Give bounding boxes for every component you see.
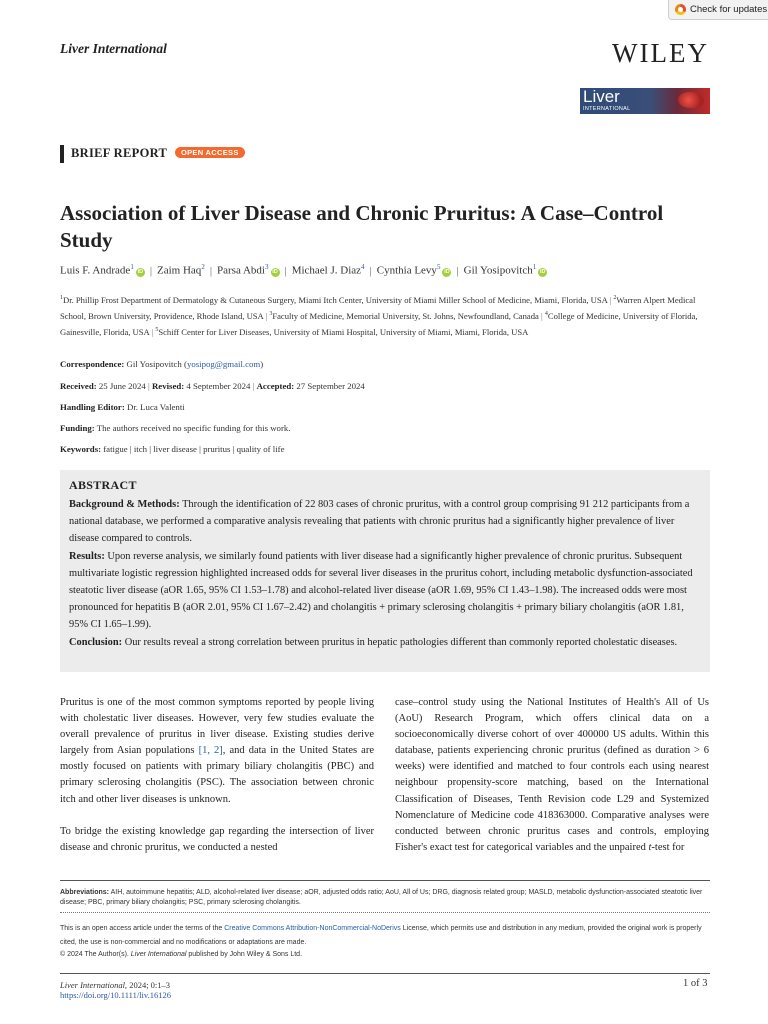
keywords-line [60,444,284,454]
funding-text: The authors received no specific funding for this work. [96,423,291,433]
affiliation-number: 5 [155,326,159,333]
abstract-results [69,548,701,634]
author-affiliation-number: 5 [436,263,441,271]
footer-divider [60,973,710,974]
license-text [60,922,710,949]
copyright-journal: Liver International [130,951,187,958]
abstract-background [69,496,701,548]
dotted-divider [60,912,710,913]
copyright-part: published by John Wiley & Sons Ltd. [186,951,303,958]
affiliation-number: 2 [613,295,617,301]
accepted-label: Accepted: [256,381,295,391]
license-link[interactable]: Creative Commons Attribution-NonCommercial-NoDerivs [224,925,401,932]
orcid-icon[interactable]: iD [444,268,450,275]
affiliation-separator: | [149,326,156,337]
footnote-divider [60,880,710,881]
abstract-heading: ABSTRACT [69,478,137,492]
author-separator: | [456,264,459,277]
body-paragraph [60,695,374,808]
funding-label: Funding: [60,423,95,433]
author-name[interactable]: Parsa Abdi [217,264,265,277]
crossmark-icon [675,4,686,15]
page-number: 1 of 3 [683,978,708,989]
abstract-results-label: Results: [69,550,105,562]
body-column-right [395,695,709,872]
author-separator: | [149,264,153,277]
doi-link[interactable]: https://doi.org/10.1111/liv.16126 [60,990,171,1000]
affiliation-text: College of Medicine, University of Florida, Gainesville, Florida, USA [60,310,698,337]
footer-journal-name: Liver International, [60,980,128,990]
keywords-label: Keywords: [60,444,102,454]
keywords-text: fatigue | itch | liver disease | pruritus | quality of life [103,444,285,454]
author-affiliation-number: 3 [265,263,269,271]
affiliation-separator: | [263,310,270,321]
publisher-logo: WILEY [612,38,709,68]
article-title: Association of Liver Disease and Chronic Pruritus: A Case–Control Study [60,201,664,252]
revised-label: Revised: [151,381,185,391]
affiliation-number: 4 [544,310,548,317]
abstract-body [69,496,701,651]
abstract-results-text: Upon reverse analysis, we similarly found patients with liver disease had a significantly higher prevalence of chronic pruritus. Subsequent multivariate logistic regression highlighted increased odds for several liver diseases in the pruritus cohort, including metabolic dysfunction-associated steatotic liver disease (aOR 1.65, 95% CI 1.53–1.78) and alcohol-related liver disease (aOR 1.69, 95% CI 1.43–1.98). The increased odds were most pronounced for hepatitis B (aOR 2.01, 95% CI 1.67–2.42) and cholangitis + primary sclerosing cholangitis + primary biliary cholangitis (aOR 1.81, 95% CI 1.65–1.99). [69,550,693,631]
funding-line [60,423,290,433]
abstract-conclusion-text: Our results reveal a strong correlation between pruritus in hepatic pathologies different than commonly reported cholestatic diseases. [124,636,678,648]
affiliation-text: Warren Alpert Medical School, Brown University, Providence, Rhode Island, USA [60,294,696,321]
author-name[interactable]: Gil Yosipovitch [463,264,533,277]
affiliation-number: 3 [269,310,273,317]
orcid-icon[interactable]: iD [272,268,278,275]
accepted-date: 27 September 2024 [296,381,365,391]
affiliation-text: Schiff Center for Liver Diseases, University of Miami Hospital, University of Miami, Miami, Florida, USA [158,326,529,337]
author-affiliation-number: 1 [532,263,537,271]
affiliation-separator: | [538,310,545,321]
footer-volume: 2024; 0:1–3 [127,980,171,990]
body-text-italic: t [648,841,652,853]
abstract-background-label: Background & Methods: [69,499,180,510]
correspondence-email-link[interactable]: yosipog@gmail.com [186,359,261,369]
body-text: Pruritus is one of the most common symptoms reported by people living with cholestatic liver diseases. However, very few studies evaluate the overall prevalence of pruritus in liver disease. Existing studies derive largely from Asian populations [60,697,374,757]
correspondence-label: Correspondence: [60,359,125,369]
author-affiliation-number: 1 [130,263,134,271]
revised-date: 4 September 2024 [186,381,251,391]
journal-name: Liver International [60,41,167,56]
body-paragraph [395,695,709,856]
journal-banner[interactable] [580,88,710,114]
check-for-updates-label: Check for updates [690,4,768,15]
license-part: This is an open access article under the terms of the [60,925,225,932]
orcid-icon[interactable]: iD [137,268,144,275]
body-text: -test for [651,841,685,853]
copyright-part: © 2024 The Author(s). [60,951,131,958]
author-separator: | [369,264,372,277]
author-name[interactable]: Luis F. Andrade [60,264,131,277]
author-name[interactable]: Michael J. Diaz [291,264,362,277]
open-access-badge: OPEN ACCESS [175,147,245,158]
abbreviations-text: AIH, autoimmune hepatitis; ALD, alcohol-related liver disease; aOR, adjusted odds ratio; AoU, All of Us; DRG, diagnosis related group; MASLD, metabolic dysfunction-associated steatotic liver disease; PBC, primary biliary cholangitis; PSC, primary sclerosing cholangitis. [60,889,703,906]
abbreviations [60,888,710,908]
affiliation-text: Faculty of Medicine, Memorial University, St. Johns, Newfoundland, Canada [272,310,539,321]
abbreviations-label: Abbreviations: [60,889,110,896]
license-part: License, which permits use and distribution in any medium, provided the original work is properly cited, the use is non-commercial and no modifications or adaptations are made. [60,925,702,946]
affiliation-number: 1 [60,295,63,301]
banner-title: Liver [583,88,620,106]
editor-name: Dr. Luca Valenti [126,402,185,412]
footer-citation [60,980,170,990]
author-separator: | [284,264,287,277]
banner-subtitle: INTERNATIONAL [583,106,631,112]
correspondence-name: Gil Yosipovitch [126,359,182,369]
author-affiliation-number: 4 [361,263,365,271]
editor-label: Handling Editor: [60,402,125,412]
abstract-conclusion-label: Conclusion: [69,636,123,648]
body-column-left [60,695,374,872]
author-name[interactable]: Zaim Haq [157,264,202,277]
author-separator: | [209,264,213,277]
check-for-updates-button[interactable] [668,0,768,20]
report-type-bar [60,145,64,163]
affiliation-separator: | [607,294,614,305]
report-type: BRIEF REPORT [71,146,168,160]
dates-line: Received: 25 June 2024 | Revised: 4 September 2024 | Accepted: 27 September 2024 [60,381,365,391]
body-text: , and data in the United States are mostly focused on patients with primary biliary cholangitis (PBC) and primary sclerosing cholangitis (PSC). The association between chronic itch and other liver diseases is unknown. [60,745,374,805]
copyright-line [60,951,710,958]
body-paragraph: To bridge the existing knowledge gap regarding the intersection of liver disease and chronic pruritus, we conducted a nested [60,825,374,853]
abstract-conclusion [69,634,701,651]
author-list [60,263,720,277]
citation-link[interactable]: [1, 2] [198,745,223,757]
abstract-background-text: Through the identification of 22 803 cases of chronic pruritus, with a control group comprising 91 212 participants from a national database, we performed a comparative analysis revealing that patients with chronic pruritus had a significantly higher prevalence of liver disease compared to controls. [69,499,690,545]
correspondence-line: Correspondence: Gil Yosipovitch (yosipog@gmail.com) [60,359,264,369]
editor-line [60,402,185,412]
body-text: case–control study using the National Institutes of Health's All of Us (AoU) Research Program, which offers clinical data on a socioeconomically diverse cohort of over 400000 US adults. Within this database, patients experiencing chronic pruritus (defined as duration > 6 weeks) were identified and matched to four controls each using nearest neighbour propensity-score matching, based on the International Classification of Diseases, Tenth Revision code L29 and Systemized Nomenclature of Medicine code 418363000. Comparative analyses were conducted between chronic pruritus cases and controls, employing Fisher's exact test for categorical variables and the unpaired [395,697,709,853]
author-name[interactable]: Cynthia Levy [376,264,437,277]
received-date: 25 June 2024 [98,381,146,391]
orcid-icon[interactable]: iD [539,268,546,275]
affiliations [60,291,710,339]
affiliation-text: Dr. Phillip Frost Department of Dermatology & Cutaneous Surgery, Miami Itch Center, University of Miami Miller School of Medicine, Miami, Florida, USA [63,294,608,305]
author-affiliation-number: 2 [201,263,205,271]
liver-icon [678,92,704,108]
received-label: Received: [60,381,97,391]
